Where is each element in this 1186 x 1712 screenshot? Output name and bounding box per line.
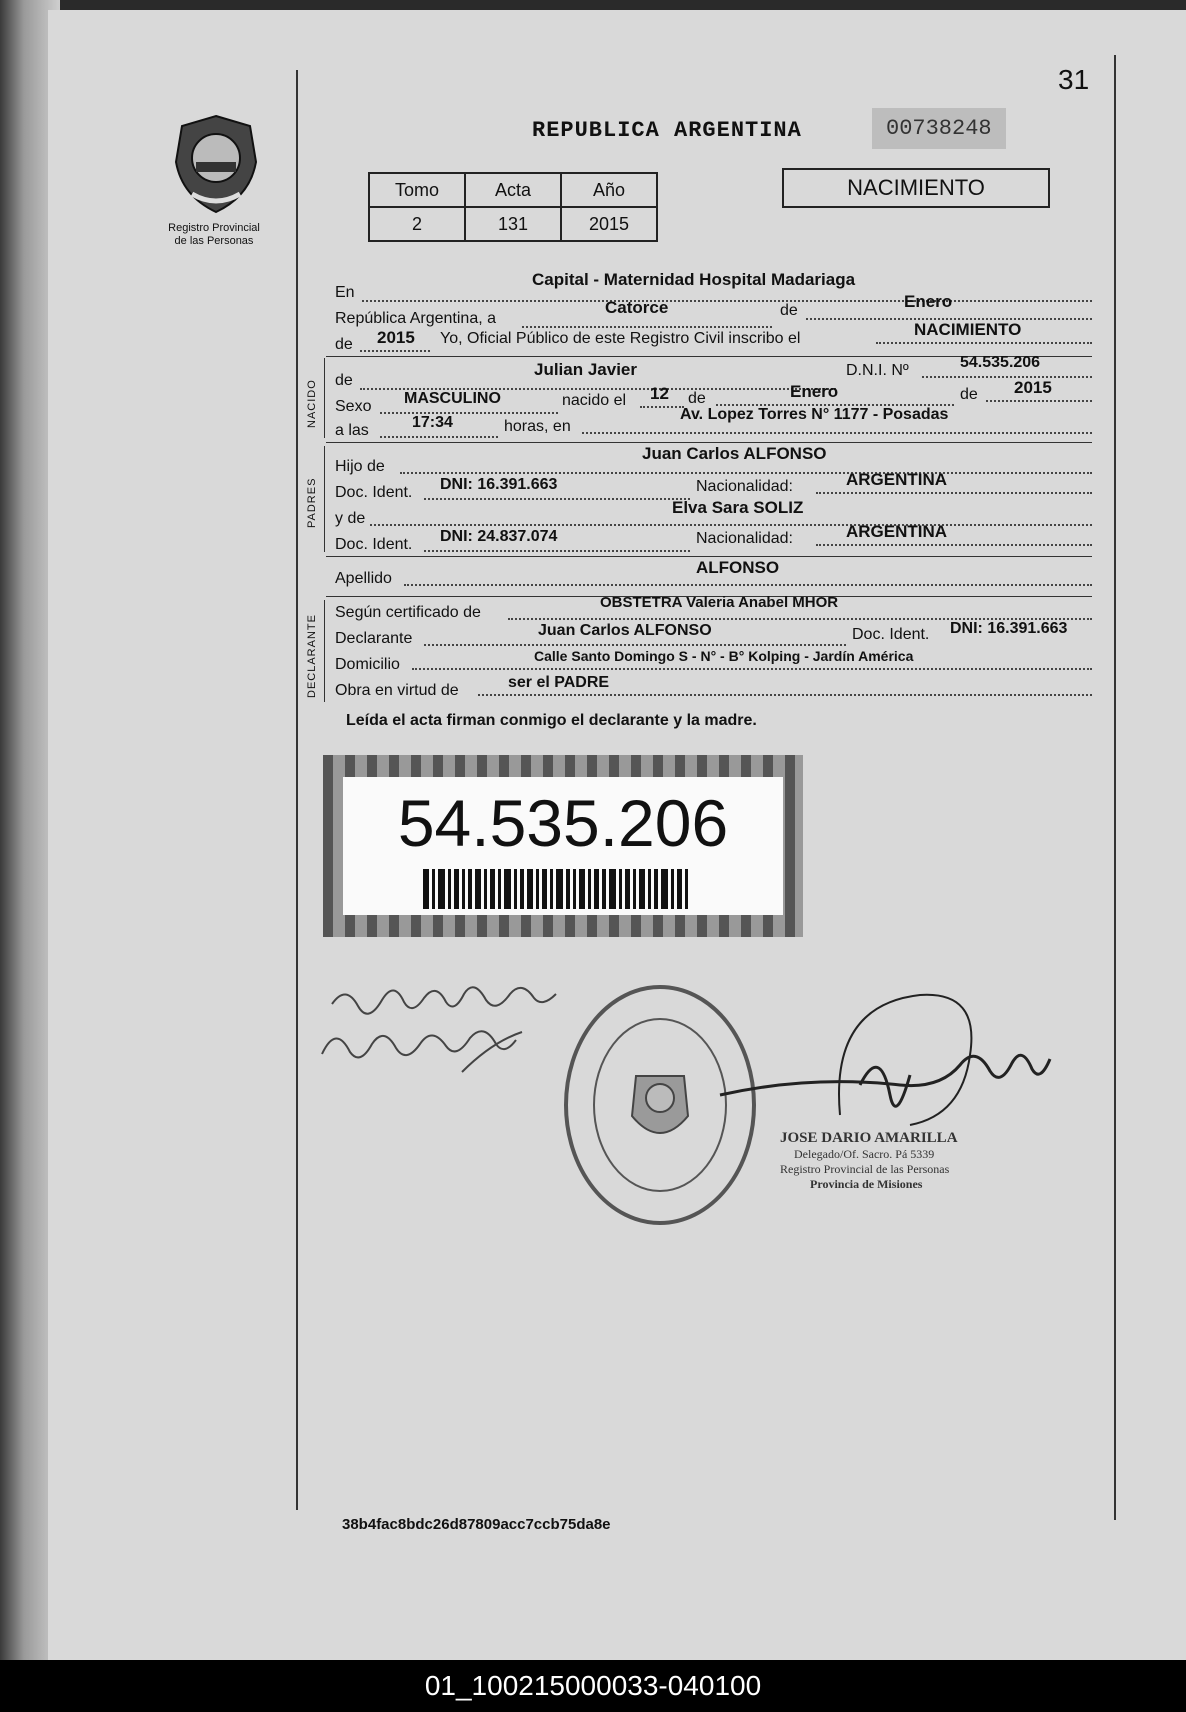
- de-label-year: de: [335, 336, 353, 353]
- parents-handwritten-signatures: [312, 972, 592, 1092]
- year-header: Año: [561, 173, 657, 207]
- place-value: Capital - Maternidad Hospital Madariaga: [532, 270, 856, 289]
- dni-label: D.N.I. Nº: [846, 362, 909, 379]
- section-divider-3: [326, 556, 1092, 557]
- intro-year-value: 2015: [377, 328, 415, 347]
- inscribo-value: NACIMIENTO: [914, 320, 1022, 339]
- father-nac-label: Nacionalidad:: [696, 478, 793, 495]
- right-margin-line: [1114, 55, 1116, 1520]
- mother-name-value: Elva Sara SOLIZ: [672, 498, 804, 517]
- father-nac-value: ARGENTINA: [846, 470, 948, 489]
- section-divider-2: [326, 442, 1092, 443]
- left-margin-line: [296, 70, 298, 1510]
- file-caption: 01_100215000033-040100: [0, 1660, 1186, 1712]
- id-barcode-sticker: [323, 755, 803, 937]
- father-line: [400, 472, 1092, 474]
- birth-day-line: [640, 406, 684, 408]
- mother-nac-value: ARGENTINA: [846, 522, 948, 541]
- de-label-birth-month: de: [688, 390, 706, 407]
- father-doc-line: [424, 498, 690, 500]
- tomo-header: Tomo: [369, 173, 465, 207]
- sexo-line: [380, 412, 558, 414]
- day-line: [522, 326, 772, 328]
- month-value: Enero: [904, 292, 953, 311]
- logo-caption-line2: de las Personas: [174, 235, 254, 247]
- birth-year-value: 2015: [1014, 378, 1052, 397]
- father-nac-line: [816, 492, 1092, 494]
- horas-label: horas, en: [504, 418, 571, 435]
- official-office: Registro Provincial de las Personas: [780, 1162, 950, 1176]
- nacido-section-label: NACIDO: [306, 379, 318, 428]
- mother-doc-line: [424, 550, 690, 552]
- obra-line: [478, 694, 1092, 696]
- nacido-de-label: de: [335, 372, 353, 389]
- de-label-month: de: [780, 302, 798, 319]
- day-value: Catorce: [605, 298, 669, 317]
- apellido-label: Apellido: [335, 570, 392, 587]
- alas-label: a las: [335, 422, 369, 439]
- obra-value: ser el PADRE: [508, 674, 610, 691]
- mother-nac-line: [816, 544, 1092, 546]
- declarante-value: Juan Carlos ALFONSO: [538, 622, 712, 639]
- declarante-section-bar: [324, 600, 325, 702]
- tomo-value: 2: [369, 207, 465, 241]
- segun-label: Según certificado de: [335, 604, 481, 621]
- segun-value: OBSTETRA Valeria Anabel MHOR: [600, 594, 839, 611]
- declarante-section-label: DECLARANTE: [306, 614, 318, 698]
- de-label-birth-year: de: [960, 386, 978, 403]
- barcode-icon: [423, 869, 713, 909]
- child-dni-value: 54.535.206: [960, 354, 1041, 371]
- apellido-value: ALFONSO: [696, 558, 780, 577]
- birth-time-value: 17:34: [412, 414, 453, 431]
- sexo-label: Sexo: [335, 398, 372, 415]
- domicilio-line: [412, 668, 1092, 670]
- birth-place-line: [582, 432, 1092, 434]
- padres-section-bar: [324, 446, 325, 552]
- birth-year-line: [986, 400, 1092, 402]
- document-title: REPUBLICA ARGENTINA: [532, 118, 802, 143]
- tomo-acta-year-table: [368, 172, 658, 242]
- official-name: JOSE DARIO AMARILLA: [780, 1130, 958, 1146]
- padres-section-label: PADRES: [306, 477, 318, 528]
- domicilio-value: Calle Santo Domingo S - N° - B° Kolping - Jardín América: [534, 648, 914, 664]
- birth-day-value: 12: [650, 384, 669, 403]
- mother-line: [370, 524, 1092, 526]
- mother-doc-label: Doc. Ident.: [335, 536, 413, 553]
- apellido-line: [404, 584, 1092, 586]
- domicilio-label: Domicilio: [335, 656, 400, 673]
- logo-caption: [154, 222, 274, 248]
- father-doc-value: DNI: 16.391.663: [440, 476, 558, 493]
- official-province: Provincia de Misiones: [810, 1177, 923, 1191]
- sexo-value: MASCULINO: [404, 390, 501, 407]
- mother-doc-value: DNI: 24.837.074: [440, 528, 558, 545]
- hijo-de-label: Hijo de: [335, 458, 385, 475]
- mother-nac-label: Nacionalidad:: [696, 530, 793, 547]
- republica-label: República Argentina, a: [335, 310, 496, 327]
- nacido-section-bar: [324, 358, 325, 438]
- serial-number: 00738248: [872, 108, 1006, 149]
- birth-month-value: Enero: [790, 382, 839, 401]
- en-label: En: [335, 284, 355, 301]
- declarante-doc-value: DNI: 16.391.663: [950, 620, 1068, 637]
- nacido-el-label: nacido el: [562, 392, 627, 409]
- declarante-line: [424, 644, 846, 646]
- en-line: [362, 300, 1092, 302]
- year-line: [360, 350, 430, 352]
- father-name-value: Juan Carlos ALFONSO: [642, 444, 827, 463]
- obra-label: Obra en virtud de: [335, 682, 459, 699]
- birth-place-value: Av. Lopez Torres N° 1177 - Posadas: [680, 406, 949, 423]
- time-line: [380, 436, 498, 438]
- father-doc-label: Doc. Ident.: [335, 484, 413, 501]
- y-de-label: y de: [335, 510, 366, 527]
- page-number: 31: [1058, 64, 1090, 95]
- reading-statement: Leída el acta firman conmigo el declarante y la madre.: [346, 712, 757, 729]
- oficial-text: Yo, Oficial Público de este Registro Civil inscribo el: [440, 330, 801, 347]
- acta-header: Acta: [465, 173, 561, 207]
- dni-line: [922, 376, 1092, 378]
- acta-value: 131: [465, 207, 561, 241]
- inscribo-line: [876, 342, 1092, 344]
- year-value: 2015: [561, 207, 657, 241]
- document-hash: 38b4fac8bdc26d87809acc7ccb75da8e: [342, 1516, 611, 1533]
- official-stamp-block: [780, 1130, 958, 1192]
- official-role: Delegado/Of. Sacro. Pá 5339: [794, 1147, 935, 1161]
- misiones-coat-of-arms-logo: [170, 112, 262, 216]
- declarante-doc-label: Doc. Ident.: [852, 626, 930, 643]
- declarante-label: Declarante: [335, 630, 413, 647]
- record-type-box: NACIMIENTO: [782, 168, 1050, 208]
- child-name-value: Julian Javier: [534, 360, 638, 379]
- logo-caption-line1: Registro Provincial: [168, 222, 260, 234]
- barcode-number: 54.535.206: [397, 786, 729, 860]
- barcode-label: [343, 777, 783, 915]
